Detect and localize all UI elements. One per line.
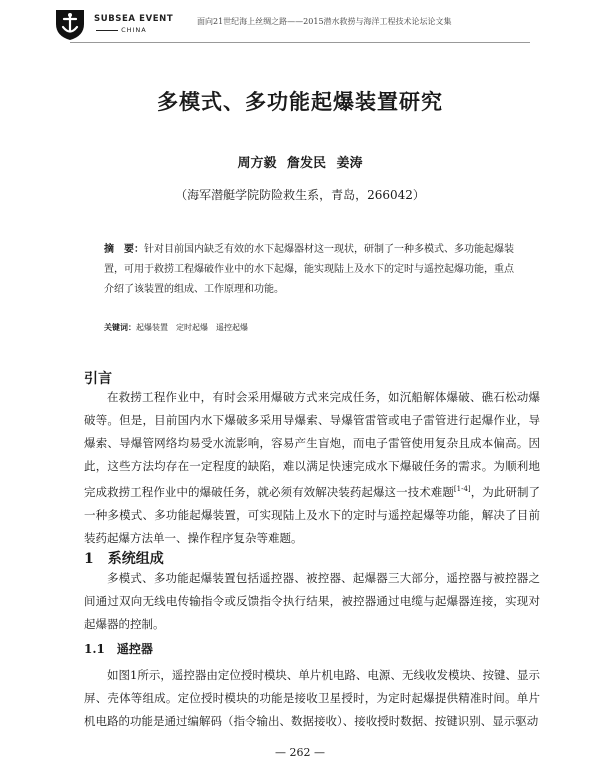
- running-title: 面向21世纪海上丝绸之路——2015潜水救捞与海洋工程技术论坛论文集: [197, 17, 452, 26]
- intro-paragraph: [84, 386, 540, 550]
- keywords: [104, 322, 520, 333]
- section-1-paragraph: 多模式、多功能起爆装置包括遥控器、被控器、起爆器三大部分，遥控器与被控器之间通过双向无线电传输指令或反馈指令执行结果，被控器通过电缆与起爆器连接，实现对起爆器的控制。: [84, 571, 540, 631]
- intro-heading: 引言: [84, 371, 112, 387]
- intro-text-part2: ，为此研制了一种多模式、多功能起爆装置，可实现陆上及水下的定时与遥控起爆等功能，解决了目前装药起爆方法单一、操作程序复杂等难题。: [84, 484, 540, 545]
- section-1-1-paragraph: 如图1所示，遥控器由定位授时模块、单片机电路、电源、无线收发模块、按键、显示屏、壳体等组成。定位授时模块的功能是接收卫星授时，为定时起爆提供精准时间。单片机电路的功能是通过编解码（指令输出、数据接收）、接收授时数据、按键识别、显示驱动: [84, 668, 540, 728]
- abstract-label: 摘 要：: [104, 244, 144, 255]
- intro-citation: [1-4]: [453, 485, 471, 493]
- keywords-text: 起爆装置 定时起爆 遥控起爆: [136, 323, 248, 332]
- page-number: — 262 —: [275, 746, 325, 759]
- intro-text-part1: 在救捞工程作业中，有时会采用爆破方式来完成任务，如沉船解体爆破、礁石松动爆破等。但是，目前国内水下爆破多采用导爆索、导爆管雷管或电子雷管进行起爆作业，导爆索、导爆管网络均易受水流影响，容易产生盲炮，而电子雷管使用复杂且成本偏高。因此，这些方法均存在一定程度的缺陷，难以满足快速完成水下爆破任务的需求。为顺利地完成救捞工程作业中的爆破任务，就必须有效解决装药起爆这一技术难题: [84, 390, 540, 499]
- abstract-text: 针对目前国内缺乏有效的水下起爆器材这一现状，研制了一种多模式、多功能起爆装置，可用于救捞工程爆破作业中的水下起爆，能实现陆上及水下的定时与遥控起爆功能，重点介绍了该装置的组成、工作原理和功能。: [104, 244, 514, 295]
- section-1-1-heading: 1.1 遥控器: [84, 642, 153, 656]
- authors: 周方毅 詹发民 姜涛: [237, 156, 363, 171]
- header-divider: [70, 42, 530, 43]
- abstract: [104, 240, 520, 300]
- brand-name: SUBSEA EVENT: [94, 14, 174, 24]
- brand-subtitle-text: CHINA: [121, 26, 147, 34]
- subsea-event-logo-icon: [52, 6, 88, 42]
- section-1-heading: 1 系统组成: [84, 551, 164, 567]
- brand-rule-left: [96, 30, 118, 31]
- affiliation: （海军潜艇学院防险救生系，青岛，266042）: [175, 188, 425, 202]
- brand-subtitle: [96, 26, 147, 34]
- paper-title: 多模式、多功能起爆装置研究: [157, 89, 443, 114]
- keywords-label: 关键词：: [104, 322, 136, 332]
